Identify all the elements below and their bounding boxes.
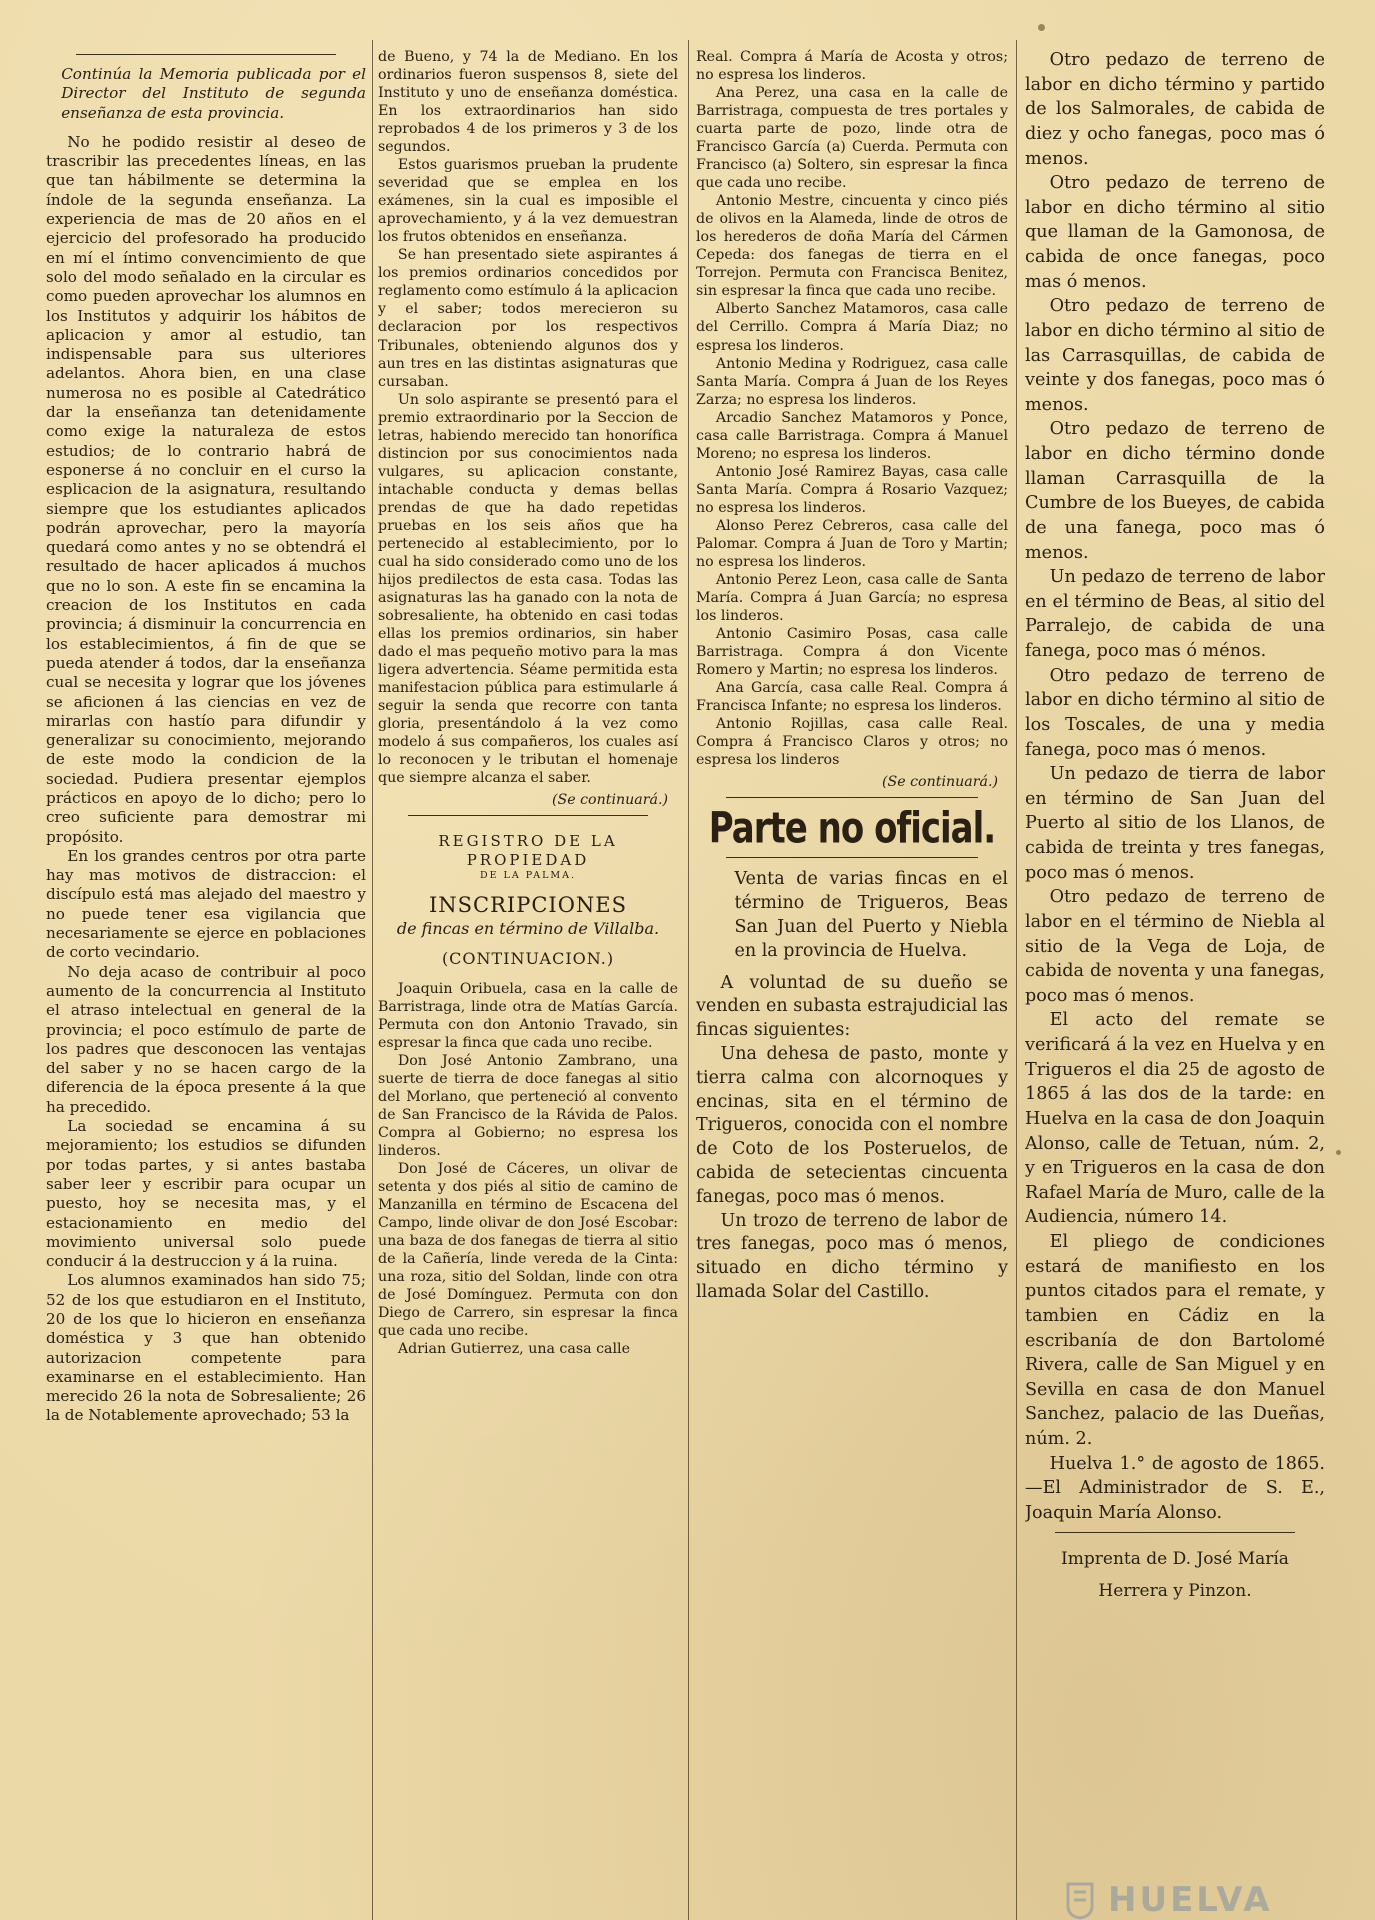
column-rule bbox=[688, 40, 689, 1920]
paragraph: Un pedazo de tierra de labor en término de San Juan del Puerto al sitio de los Llanos, de cabida de treinta y tres fanegas, poco mas ó menos. bbox=[1025, 764, 1325, 883]
registry-entry: Antonio Casimiro Posas, casa calle Barristraga. Compra á don Vicente Romero y Martin; no espresa los linderos. bbox=[696, 626, 1008, 679]
column-rule bbox=[1016, 40, 1017, 1920]
registry-entry: Alonso Perez Cebreros, casa calle del Palomar. Compra á Juan de Toro y Martin; no espresa los linderos. bbox=[696, 517, 1008, 570]
paragraph: Estos guarismos prueban la prudente severidad que se emplea en los exámenes, sin la cual es imposible el aprovechamiento, y á la vez demuestran los frutos obtenidos en enseñanza. bbox=[378, 157, 678, 246]
registry-entry: Antonio José Ramirez Bayas, casa calle Santa María. Compra á Rosario Vazquez; no espresa los linderos. bbox=[696, 463, 1008, 516]
paragraph: Otro pedazo de terreno de labor en dicho término y partido de los Salmorales, de cabida de diez y ocho fanegas, poco mas ó menos. bbox=[1025, 50, 1325, 169]
registry-entry: Antonio Mestre, cincuenta y cinco piés de olivos en la Alameda, linde de otros de los herederos de doña María del Cármen Cepeda: dos fanegas de tierra en el Torrejon. Permuta con Francisca Benitez, sin espresar la finca que cada uno recibe. bbox=[696, 193, 1008, 300]
column-rule bbox=[372, 40, 373, 1920]
paragraph: Otro pedazo de terreno de labor en el término de Niebla al sitio de la Vega de Loja, de cabida de noventa y una fanegas, poco mas ó menos. bbox=[1025, 887, 1325, 1006]
column-3 bbox=[696, 48, 1008, 1908]
separator-line bbox=[726, 797, 978, 798]
huelva-watermark bbox=[1060, 1880, 1330, 1920]
registry-entry: Don José de Cáceres, un olivar de setenta y dos piés al sitio de camino de Manzanilla en término de Escacena del Campo, linde olivar de don José Escobar: una baza de dos fanegas de tierra al sitio de la Cañería, linde vereda de la Cinta: una roza, sitio del Soldan, linde con otra de José Domínguez. Permuta con don Diego de Carrero, sin espresar la finca que cada uno recibe. bbox=[378, 1161, 678, 1340]
paragraph: En los grandes centros por otra parte hay mas motivos de distraccion: el discípulo está mas alejado del maestro y no puede tener esa vigilancia que necesariamente se ejerce en poblaciones de corto vecindario. bbox=[46, 846, 366, 962]
venta-heading: Venta de varias fincas en el término de Trigueros, Beas San Juan del Puerto y Niebla en la provincia de Huelva. bbox=[734, 869, 1008, 961]
registry-entry: Arcadio Sanchez Matamoros y Ponce, casa calle Barristraga. Compra á Manuel Moreno; no espresa los linderos. bbox=[696, 409, 1008, 462]
paragraph: Un trozo de terreno de labor de tres fanegas, poco mas ó menos, situado en dicho término y llamada Solar del Castillo. bbox=[696, 1210, 1008, 1302]
paragraph: Un solo aspirante se presentó para el premio extraordinario por la Seccion de letras, habiendo merecido tan honorífica distincion por sus conocimientos nada vulgares, su aplicacion constante, intachable conducta y demas bellas prendas de que ha dado repetidas pruebas en los seis años que ha pertenecido al establecimiento, por lo cual ha sido considerado como uno de los hijos predilectos de esta casa. Todas las asignaturas las ha ganado con la nota de sobresaliente, ha obtenido en casi todas ellas los premios ordinarios, sin haber dado el mas pequeño motivo para la mas ligera advertencia. Séame permitida esta manifestacion pública para estimularle á seguir la senda que recorre con tanta gloria, presentándolo á la vez como modelo á sus compañeros, los cuales así lo reconocen y le tributan el homenaje que siempre alcanza el saber. bbox=[378, 391, 678, 787]
registry-entry: Don José Antonio Zambrano, una suerte de tierra de doce fanegas al sitio del Morlano, que perteneció al convento de San Francisco de la Rávida de Palos. Compra al Gobierno; no espresa los linderos. bbox=[378, 1052, 678, 1160]
inscripciones-subheading: de fincas en término de Villalba. bbox=[396, 919, 660, 939]
column-1 bbox=[46, 48, 366, 1908]
registry-entry: Antonio Rojillas, casa calle Real. Compra á Francisco Claros y otros; no espresa los linderos bbox=[696, 716, 1008, 769]
inscripciones-heading: INSCRIPCIONES bbox=[428, 893, 628, 918]
continuara-note: (Se continuará.) bbox=[551, 792, 668, 809]
watermark-text: HUELVA bbox=[1108, 1880, 1273, 1920]
paragraph: El acto del remate se verificará á la vez en Huelva y en Trigueros el dia 25 de agosto de 1865 á las dos de la tarde: en Huelva en la casa de don Joaquin Alonso, calle de Tetuan, núm. 2, y en Trigueros en la casa de don Rafael María de Muro, calle de la Audiencia, número 14. bbox=[1025, 1010, 1325, 1228]
separator-line bbox=[726, 857, 978, 858]
registry-entry: Antonio Medina y Rodriguez, casa calle Santa María. Compra á Juan de los Reyes Zarza; no espresa los linderos. bbox=[696, 355, 1008, 408]
registry-entry: Adrian Gutierrez, una casa calle bbox=[397, 1341, 630, 1358]
paragraph: Otro pedazo de terreno de labor en dicho término al sitio que llaman de la Gamonosa, de cabida de once fanegas, poco mas ó menos. bbox=[1025, 173, 1325, 292]
parte-no-oficial-heading: Parte no oficial. bbox=[708, 804, 996, 855]
registry-entry: Joaquin Oribuela, casa en la calle de Barristraga, linde otra de Matías García. Permuta con don Antonio Travado, sin espresar la finca que cada uno recibe. bbox=[378, 980, 678, 1051]
paragraph: Un pedazo de terreno de labor en el término de Beas, al sitio del Parralejo, de cabida de una fanega, poco mas ó ménos. bbox=[1025, 567, 1325, 661]
paragraph: Otro pedazo de terreno de labor en dicho término al sitio de las Carrasquillas, de cabida de veinte y dos fanegas, poco mas ó menos. bbox=[1025, 296, 1325, 415]
signature-paragraph: Huelva 1.° de agosto de 1865.—El Administrador de S. E., Joaquin María Alonso. bbox=[1025, 1453, 1325, 1523]
ink-spot bbox=[1336, 1150, 1341, 1155]
paragraph: La sociedad se encamina á su mejoramiento; los estudios se difunden por todas partes, y si antes bastaba saber leer y escribir para ocupar un puesto, hoy se necesita mas, y el estacionamiento en medio del movimiento universal solo puede conducir á la destruccion y á la ruina. bbox=[46, 1117, 366, 1271]
column-2 bbox=[378, 48, 678, 1908]
paragraph: Otro pedazo de terreno de labor en dicho término donde llaman Carrasquilla de la Cumbre de los Bueyes, de cabida de una fanega, poco mas ó menos. bbox=[1025, 419, 1325, 563]
separator-line bbox=[408, 815, 648, 816]
paragraph: No deja acaso de contribuir al poco aumento de la concurrencia al Instituto el atraso intelectual en general de la provincia; el poco estímulo de parte de los padres que desconocen las ventajas del saber y no se hacen cargo de la diferencia de la época presente á la que ha precedido. bbox=[46, 962, 366, 1116]
ink-spot bbox=[1038, 24, 1045, 31]
paragraph: Una dehesa de pasto, monte y tierra calma con alcornoques y encinas, sita en el término de Trigueros, conocida con el nombre de Coto de los Posteruelos, de cabida de setecientas cincuenta fanegas, poco mas ó menos. bbox=[696, 1044, 1008, 1207]
registry-entry: Real. Compra á María de Acosta y otros; no espresa los linderos. bbox=[696, 49, 1008, 84]
continuara-note: (Se continuará.) bbox=[881, 774, 998, 791]
paragraph: No he podido resistir al deseo de trascribir las precedentes líneas, en las que tan hábilmente se determina la índole de la segunda enseñanza. La experiencia de mas de 20 años en el ejercicio del profesorado ha producido en mí el íntimo convencimiento de que solo del modo señalado en la circular es como pueden aprovechar los alumnos en los Institutos y adquirir los hábitos de aplicacion y amor al estudio, tan indispensable para sus ulteriores adelantos. Ahora bien, en una clase numerosa no es posible al Catedrático dar la enseñanza tan detenidamente como exige la naturaleza de estos estudios; de lo contrario habrá de esponerse á no concluir en el curso la esplicacion de la asignatura, resultando siempre que los estudiantes aplicados podrán aprovechar, pero la mayoría quedará como antes y no se obtendrá el resultado de hacer aplicados á muchos que no lo son. A este fin se encamina la creacion de los Institutos en cada provincia; á disminuir la concurrencia en los establecimientos, á fin de que se pueda atender á todos, dar la enseñanza cual se necesita y lograr que los jóvenes se aficionen á las ciencias en vez de mirarlas con hastío para difundir y generalizar su conocimiento, mejorando de este modo la condicion de la sociedad. Pudiera presentar ejemplos prácticos en apoyo de lo dicho; pero lo creo suficiente para demostrar mi propósito. bbox=[46, 132, 366, 846]
paragraph: A voluntad de su dueño se venden en subasta estrajudicial las fincas siguientes: bbox=[696, 972, 1008, 1041]
separator-line bbox=[76, 54, 336, 55]
continuacion-heading: (CONTINUACION.) bbox=[441, 949, 615, 969]
paragraph: Se han presentado siete aspirantes á los premios ordinarios concedidos por reglamento como estímulo á la aplicacion y el saber; todos merecieron su declaracion por los respectivos Tribunales, obteniendo algunos dos y aun tres en las distintas asignaturas que cursaban. bbox=[378, 247, 678, 390]
registry-entry: Ana García, casa calle Real. Compra á Francisca Infante; no espresa los linderos. bbox=[696, 680, 1008, 715]
registro-title: REGISTRO DE LA PROPIEDAD bbox=[438, 832, 618, 870]
paragraph: El pliego de condiciones estará de manifiesto en los puntos citados para el remate, y tambien en Cádiz en la escribanía de don Bartolomé Rivera, calle de San Miguel y en Sevilla en casa de don Manuel Sanchez, palacio de las Dueñas, núm. 2. bbox=[1025, 1232, 1325, 1449]
registry-entry: Antonio Perez Leon, casa calle de Santa María. Compra á Juan García; no espresa los linderos. bbox=[696, 571, 1008, 624]
registry-entry: Ana Perez, una casa en la calle de Barristraga, compuesta de tres portales y cuarta parte de pozo, linde otra de Francisco García (a) Cuerda. Permuta con Francisco (a) Soltero, sin espresar la finca que cada uno recibe. bbox=[696, 85, 1008, 192]
imprenta-footer: Imprenta de D. José María Herrera y Pinzon. bbox=[1061, 1548, 1289, 1601]
registro-subtitle: DE LA PALMA. bbox=[479, 870, 577, 882]
registry-entry: Alberto Sanchez Matamoros, casa calle del Cerrillo. Compra á María Diaz; no espresa los linderos. bbox=[696, 301, 1008, 354]
paragraph: Los alumnos examinados han sido 75; 52 de los que estudiaron en el Instituto, 20 de los que lo hicieron en enseñanza doméstica y 3 que han obtenido autorizacion competente para examinarse en el establecimiento. Han merecido 26 la nota de Sobresaliente; 26 la de Notablemente aprovechado; 53 la bbox=[46, 1271, 366, 1425]
separator-line bbox=[1055, 1532, 1295, 1533]
paragraph: de Bueno, y 74 la de Mediano. En los ordinarios fueron suspensos 8, siete del Instituto y uno de enseñanza doméstica. En los extraordinarios han sido reprobados 4 de los primeros y 3 de los segundos. bbox=[378, 49, 678, 156]
memoria-intro: Continúa la Memoria publicada por el Director del Instituto de segunda enseñanza de esta provincia. bbox=[61, 65, 366, 122]
paragraph: Otro pedazo de terreno de labor en dicho término al sitio de los Toscales, de una y media fanega, poco mas ó menos. bbox=[1025, 665, 1325, 760]
column-4 bbox=[1025, 48, 1325, 1908]
watermark-emblem-icon bbox=[1060, 1880, 1100, 1920]
